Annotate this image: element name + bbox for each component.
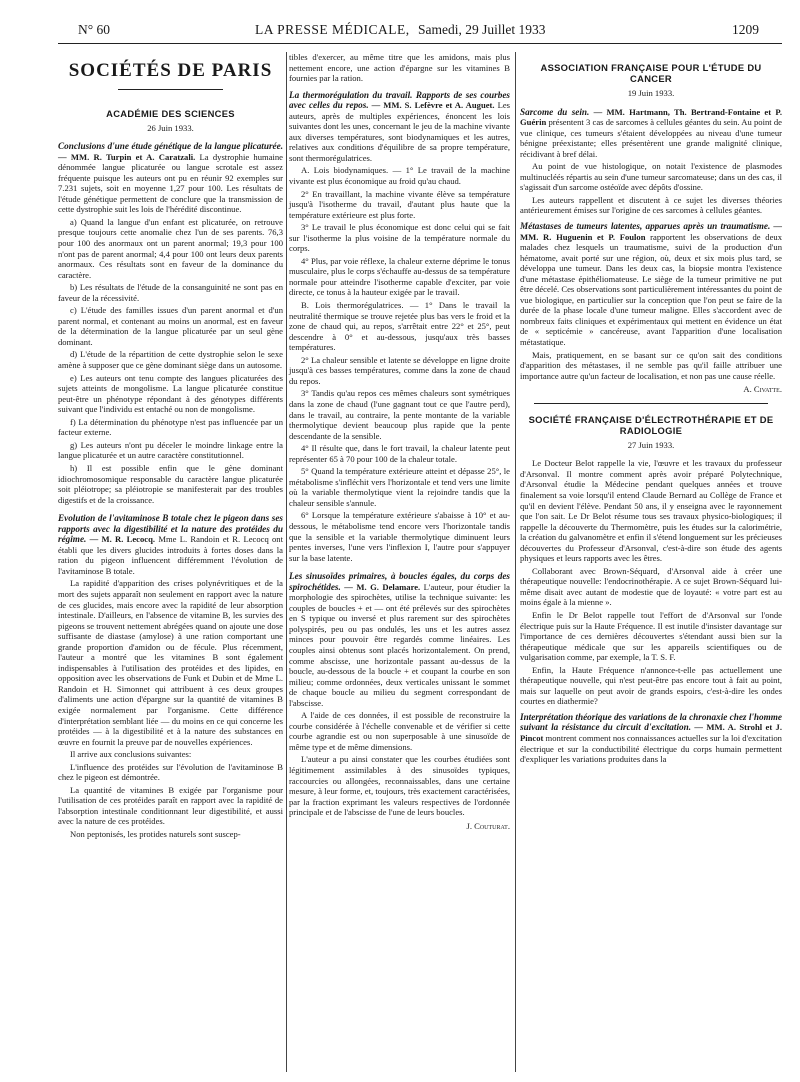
paragraph: f) La détermination du phénotype n'est pas influencée par un facteur externe. — [58, 416, 283, 438]
paragraph: a) Quand la langue d'un enfant est plicaturée, on retrouve presque toujours cette anomalie chez l'un de ses parents. 76,3 pour 100 des anormaux ont un parent anormal; 19,3 pour 100 n'ont pas de parent anormal; 4,4 pour 100 ont leurs deux parents anormaux. Ces résultats sont en faveur de la dominance du caractère. — [58, 216, 283, 280]
paragraph: g) Les auteurs n'ont pu déceler le moindre linkage entre la langue plicaturée et un autre caractère constitutionnel. — [58, 439, 283, 461]
paragraph: d) L'étude de la répartition de cette dystrophie selon le sexe amène à supposer que ce gène dominant siège dans un autosome. — [58, 349, 283, 371]
column-1 — [58, 52, 283, 842]
column-divider — [515, 52, 516, 1072]
paragraph: 2° En travaillant, la machine vivante élève sa température jusqu'à l'isotherme du travail, d'autant plus haute que la température extérieure est plus forte. — [289, 188, 510, 220]
paragraph: B. Lois thermorégulatrices. — 1° Dans le travail la neutralité thermique se trouve rejetée plus bas vers le froid et la zone de chaud qui, au repos, s'arrêtait entre 22° et 25°, peut descendre à 0° et au-dessous, jusqu'aux très basses températures. — [289, 300, 510, 353]
paragraph: 3° Tandis qu'au repos ces mêmes chaleurs sont symétriques dans la zone de chaud (l'une gagnant tout ce que l'autre perd), dans le travail, au contraire, la pente montante de la variable thermolytique devient beaucoup plus rapide que la pente descendante de la sensible. — [289, 388, 510, 441]
paragraph: A. Lois biodynamiques. — 1° Le travail de la machine vivante est plus économique au froid qu'au chaud. — [289, 165, 510, 187]
session-date: 27 Juin 1933. — [627, 439, 675, 450]
paragraph: tibles d'exercer, au même titre que les amidons, mais plus nettement encore, une action d'épargne sur les vitamines B fournies par la ration. — [289, 52, 510, 84]
paragraph: Non peptonisés, les protides naturels sont suscep- — [70, 829, 241, 839]
paragraph: 2° La chaleur sensible et latente se développe en ligne droite jusqu'à ces basses températures, comme dans la zone de chaud du repos. — [289, 354, 510, 386]
paragraph: Enfin, la Haute Fréquence n'annonce-t-elle pas actuellement une thérapeutique nouvelle, qui n'est peut-être pas encore tout à fait au point, mais sur laquelle on peut avoir de grands espoirs, c'est-à-dire les ondes courtes en diathermie? — [520, 664, 782, 707]
signature: J. Couturat. — [466, 820, 510, 831]
paragraph: 4° Il résulte que, dans le fort travail, la chaleur latente peut représenter 65 à 70 pour 100 de la chaleur totale. — [289, 443, 510, 464]
column-divider — [286, 52, 287, 1072]
paragraph: 6° Lorsque la température extérieure s'abaisse à 10° et au-dessous, le métabolisme tend encore vers l'horizontale tandis que la sensible et la variable thermolytique diminuent leurs pentes inverses, l'une vers l'inflexion I, l'autre pour s'appuyer sur la base latente. — [289, 510, 510, 563]
paragraph: Il arrive aux conclusions suivantes: — [70, 749, 192, 760]
paragraph: Collaborant avec Brown-Séquard, d'Arsonval aide à créer une thérapeutique nouvelle: l'endocrinothérapie. A ce sujet Brown-Séquard lui-même disait avec autant de modestie que de loyauté: « votre part est au moins égale à la mienne ». — [520, 565, 782, 608]
paragraph: L'influence des protéides sur l'évolution de l'avitaminose B chez le pigeon est démontrée. — [58, 761, 283, 783]
article-heading: Conclusions d'une étude génétique de la langue plicaturée. — MM. R. Turpin et A. Caratzali. La dystrophie humaine dénommée langue plicaturée ou langue scrotale est assez fréquente puisque les auteurs ont pu en réunir 92 exemples sur 7.231 sujets, soit en moyenne 1,27 pour 100. Les résultats de l'étude génétique permettent de conclure que la transmission de cette dystrophie suit les lois de l'hérédité discontinue. — [58, 141, 284, 215]
section-title: SOCIÉTÉS DE PARIS — [68, 60, 273, 81]
article-heading: La thermorégulation du travail. Rapports de ses courbes avec celles du repos. — MM. S. Lefèvre et A. Auguet. Les auteurs, après de multiples expériences, énoncent les lois suivantes dont les unes, concernant le jeu de la machine vivante aux diverses températures, sont biodynamiques et les autres, relatives aux conditions d'équilibre de sa propre température, sont thermorégulatrices. — [289, 89, 510, 163]
paragraph: L'auteur a pu ainsi constater que les courbes étudiées sont légitimement assimilables à des sinusoïdes typiques, raccourcies ou allongées, reconnaissables, dans une certaine mesure, à leur forme, et, toujours, très exactement caractérisées, par la fraction exprimant les valeurs respectives de l'ordonnée principale et de l'abscisse de l'une de leurs boucles. — [289, 754, 510, 818]
paragraph: A l'aide de ces données, il est possible de reconstruire la courbe considérée à l'échelle convenable et de vérifier si cette courbe agrandie est ou non superposable à une sinusoïde de même type et de même dimensions. — [289, 710, 510, 752]
society-heading: SOCIÉTÉ FRANÇAISE D'ÉLECTROTHÉRAPIE ET DE RADIOLOGIE — [528, 413, 774, 436]
paragraph: 5° Quand la température extérieure atteint et dépasse 25°, le métabolisme s'infléchit vers l'horizontale et tend vers une limite où la variable thermolytique vient la rejoindre tandis que la chaleur sensible s'annule. — [289, 466, 510, 508]
section-separator — [534, 403, 768, 404]
issue-number: N° 60 — [78, 22, 111, 37]
paragraph: La quantité de vitamines B exigée par l'organisme pour l'utilisation de ces protéides paraît en rapport avec la rapidité de l'absorption intestinale conditionnant leur digestibilité, et aussi avec la nature de ces protéides. — [58, 784, 283, 827]
paragraph: e) Les auteurs ont tenu compte des langues plicaturées des sujets atteints de mongolisme. La langue plicaturée constitue peut-être un phénotype répondant à des génotypes différents suivant que l'individu est entaché ou non de mongolisme. — [58, 372, 283, 415]
society-heading: ASSOCIATION FRANÇAISE POUR L'ÉTUDE DU CANCER — [540, 62, 762, 84]
article-heading: Métastases de tumeurs latentes, apparues après un traumatisme. — MM. R. Huguenin et P. Foulon rapportent les observations de deux malades chez lesquels un traumatisme, suivi de la production d'un hématome, avait porté sur une région, où, deux et six mois plus tard, se développa une tumeur. Dans les deux cas, la biopsie montra l'existence d'une métastase épithéliomateuse. Le siège de la tumeur primitive ne put être décelé. Ces observations sont particulièrement intéressantes du point de vue biologique, en particulier sur la conception que l'on peut se faire de la durée de la phase locale d'une tumeur maligne. Elles s'accordent avec de nombreux faits cliniques et expérimentaux qui mettent en évidence un état de « septicémie » cancéreuse, avant l'apparition d'une localisation métastatique. — [520, 221, 782, 348]
column-3 — [520, 52, 782, 767]
paragraph: Enfin le Dr Belot rappelle tout l'effort de d'Arsonval sur l'onde électrique puis sur la Haute Fréquence. Il est inutile d'insister davantage sur l'importance de ces dernières découvertes s'étendant aussi bien sur la thérapeutique médicale que sur les appareils scientifiques ou de vulgarisation comme, par exemple, la T. S. F. — [520, 609, 782, 663]
society-heading: ACADÉMIE DES SCIENCES — [106, 107, 235, 119]
column-2 — [289, 52, 510, 837]
paragraph: 4° Plus, par voie réflexe, la chaleur externe déprime le tonus musculaire, plus le corps s'échauffe au-dessus de sa température normale pour atteindre l'isotherme capable d'exciter, par voie directe, ce tonus à la hauteur exigée par le travail. — [289, 255, 510, 298]
header-rule — [58, 43, 782, 44]
paragraph: b) Les résultats de l'étude de la consanguinité ne sont pas en faveur de la récessivité. — [58, 282, 283, 303]
paragraph: La rapidité d'apparition des crises polynévritiques et de la mort des sujets apparaît non seulement en rapport avec la nature de ces glucides, mais encore avec la rapidité de leur absorption intestinale. D'ailleurs, en l'absence de vitamine B, les survies des pigeons se trouvent nettement abrégées quand on ajoute une dose suffisante de diastase (amylose) à une ration comportant une grande proportion d'amidon ou de fécule. Plus récemment, l'auteur a montré que les vitamines B sont également indispensables à l'utilisation des protéides et des lipides, en opposition avec les observations de Funk et Dubin et de Mme L. Randoin et H. Simonnet qui attribuent à ces deux groupes d'aliments une action d'épargne sur la quantité de vitamines B exigée normalement par l'organisme. Cette différence d'interprétation semblant liée — du moins en ce qui concerne les protéides — à la digestibilité et à la nature des substances en œuvre en fournit la preuve par de nouvelles expériences. — [58, 578, 283, 747]
article-heading: Sarcome du sein. — MM. Hartmann, Th. Bertrand-Fontaine et P. Guérin présentent 3 cas de sarcomes à cellules géantes du sein. Au point de vue clinique, ces tumeurs s'étaient développées au niveau d'une tumeur bénigne préexistante; elles présentèrent une grande malignité clinique, récidivant à bref délai. — [520, 106, 782, 159]
issue-date: Samedi, 29 Juillet 1933 — [418, 22, 546, 37]
paragraph: Mais, pratiquement, en se basant sur ce qu'on sait des conditions d'apparition des métastases, il ne semble pas qu'il faille attribuer une importance autre qu'un facteur de localisation, et non pas une cause réelle. — [520, 349, 782, 381]
session-date: 26 Juin 1933. — [147, 122, 194, 133]
page-number: 1209 — [732, 22, 759, 37]
article-heading: Evolution de l'avitaminose B totale chez le pigeon dans ses rapports avec la digestibilité et la nature des protéides du régime. — M. R. Lecocq. Mme L. Randoin et R. Lecocq ont établi que les divers glucides introduits à fortes doses dans la ration du pigeon influencent différemment l'évolution de l'avitaminose B totale. — [58, 513, 283, 576]
paragraph: Les auteurs rappellent et discutent à ce sujet les diverses théories antérieurement émises sur l'origine de ces sarcomes à cellules géantes. — [520, 194, 782, 216]
page-header — [0, 0, 800, 40]
paragraph: Au point de vue histologique, on notait l'existence de plasmodes multinucléés répartis au sein d'une tumeur sarcomateuse; dans un des cas, il s'agissait d'un sarcome ostéoïde avec dépôts d'ossine. — [520, 161, 782, 193]
paragraph: 3° Le travail le plus économique est donc celui qui se fait sur l'isotherme la plus voisine de la température normale du corps. — [289, 222, 510, 254]
signature: A. Civatte. — [743, 384, 782, 395]
session-date: 19 Juin 1933. — [627, 88, 675, 98]
article-heading: Les sinusoïdes primaires, à boucles égales, du corps des spirochétides. — M. G. Delamare. L'auteur, pour étudier la morphologie des spirochètes, utilise la technique suivante: les couples de boucles + et — ont été prélevés sur des spirochètes en S typique ou inversé et plus rarement sur des spirochètes polyspirés, peu ou pas ondulés, les uns et les autres assez minces pour pouvoir être regardés comme linéaires. Les couples ainsi obtenus sont placés horizontalement. On prend, comme abscisse, une horizontale passant au-dessus de la boucle, au-dessous de la boucle + et coupant la courbe en son milieu; comme ordonnées, deux verticales unissant le sommet de chaque boucle au milieu du segment correspondant de l'abscisse. — [289, 571, 510, 708]
paragraph: h) Il est possible enfin que le gène dominant idiochromosomique responsable du caractère langue plicaturée soit pléiotrope; sa pléiotropie se manifesterait par des troubles digestifs et de la croissance. — [58, 462, 283, 505]
journal-name: LA PRESSE MÉDICALE, — [255, 22, 410, 37]
title-rule — [118, 89, 223, 90]
paragraph: Le Docteur Belot rappelle la vie, l'œuvre et les travaux du professeur d'Arsonval. Il montre comment après avoir préparé Polytechnique, d'Arsonval étudie la Médecine pendant quelques années et trouve finalement sa voie lorsqu'il entend Claude Bernard au Collège de France et qu'il en devient l'élève. Pendant 50 ans, il y enseigna avec le rayonnement que l'on sait. Le Dr Belot résume tous ses travaux physico-biologiques; il rappelle la découverte du Thermomètre, puis les études sur la calorimétrie, la création du galvanomètre et enfin il s'étend longuement sur les précieuses découvertes du Professeur d'Arsonval, c'est-à-dire son étude des agents physiques et leurs rapports avec les êtres. — [520, 458, 782, 564]
paragraph: c) L'étude des familles issues d'un parent anormal et d'un parent normal, et contenant au moins un anormal, est en faveur de la détermination de la langue plicaturée par un seul gène dominant. — [58, 305, 283, 347]
article-heading: Interprétation théorique des variations de la chronaxie chez l'homme suivant la résistance du circuit d'excitation. — MM. A. Strohl et J. Pincot montrent comment nos connaissances actuelles sur la loi d'excitation électrique et sur la conductibilité électrique du corps humain permettent d'expliquer les variations produites dans la — [520, 711, 783, 765]
